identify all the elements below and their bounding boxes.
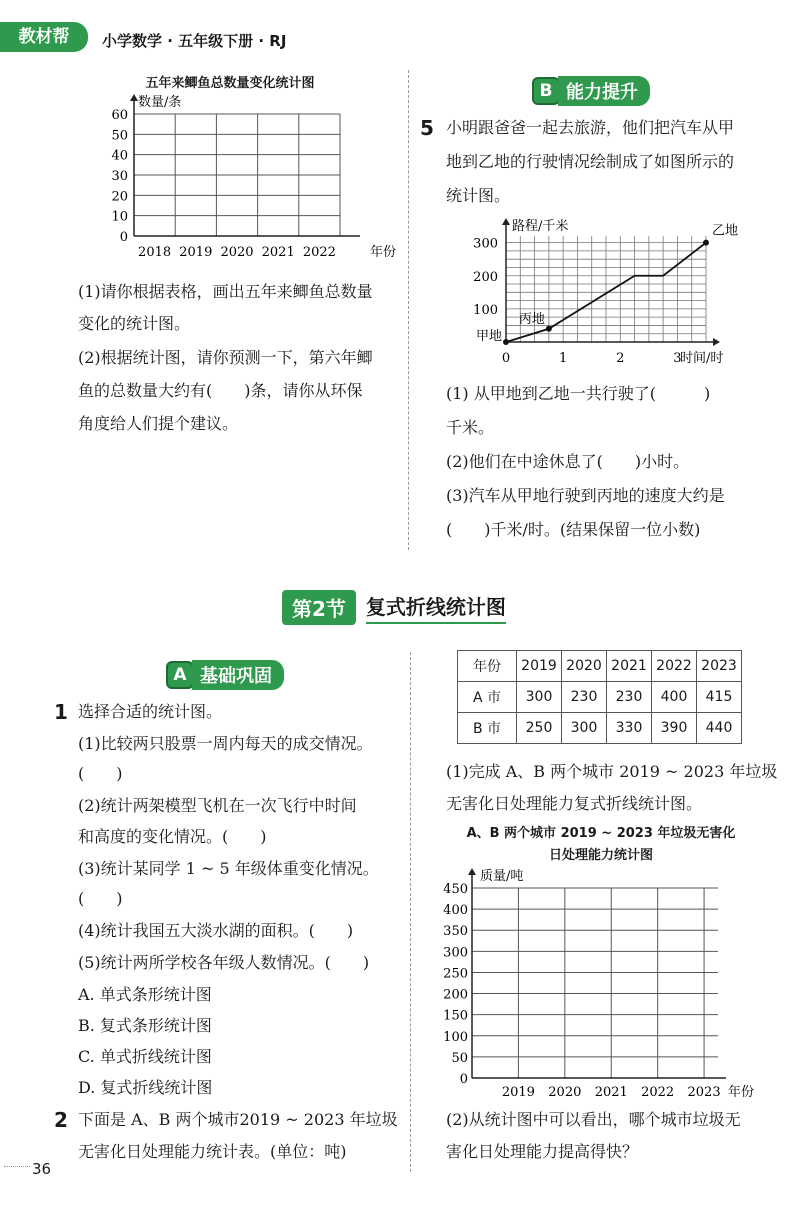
x-axis-label: 时间/时 — [680, 351, 724, 366]
y-tick-label: 50 — [111, 128, 128, 144]
q5-text-line2: 地到乙地的行驶情况绘制成了如图所示的 — [446, 152, 735, 171]
q2-sub1-line1: (1)完成 A、B 两个城市 2019 ~ 2023 年垃圾 — [446, 762, 778, 781]
fish-q2-line2: 鱼的总数量大约有( )条，请你从环保 — [78, 381, 363, 400]
data-point — [703, 240, 709, 246]
y-axis-arrow — [468, 868, 476, 875]
fish-q2-line1: (2)根据统计图，请你预测一下，第六年鲫 — [78, 348, 373, 367]
y-tick-label: 40 — [111, 148, 128, 164]
mid-label: 丙地 — [518, 311, 545, 327]
q5-sub2: (2)他们在中途休息了( )小时。 — [446, 452, 690, 471]
trip-chart — [460, 214, 760, 374]
x-axis-arrow — [713, 338, 720, 346]
x-tick-label: 2021 — [594, 1085, 628, 1100]
table-cell: 390 — [652, 713, 697, 744]
x-tick-label: 2023 — [687, 1085, 721, 1100]
table-header-cell: 2020 — [562, 651, 607, 682]
y-tick-label: 450 — [443, 882, 468, 897]
q1-line7: (4)统计我国五大淡水湖的面积。( ) — [78, 921, 354, 940]
y-tick-label: 200 — [473, 269, 498, 285]
table-cell: 440 — [697, 713, 742, 744]
brand-badge: 教材帮 — [0, 22, 88, 52]
question-5-number: 5 — [420, 116, 434, 140]
table-cell: 400 — [652, 682, 697, 713]
q1-option-d: D. 复式折线统计图 — [78, 1078, 213, 1097]
section-a-label: 基础巩固 — [192, 660, 284, 690]
y-tick-label: 150 — [443, 1008, 468, 1024]
q5-sub1-line2: 千米。 — [446, 418, 495, 437]
q1-title: 选择合适的统计图。 — [78, 702, 223, 721]
y-tick-label: 100 — [443, 1029, 468, 1045]
q2-line1: 下面是 A、B 两个城市2019 ~ 2023 年垃圾 — [78, 1110, 398, 1129]
q5-sub3-line2: ( )千米/时。(结果保留一位小数) — [446, 520, 701, 539]
q2-line2: 无害化日处理能力统计表。(单位：吨) — [78, 1142, 347, 1161]
column-divider-top — [408, 70, 409, 550]
q1-option-b: B. 复式条形统计图 — [78, 1016, 212, 1035]
q2-sub1-line2: 无害化日处理能力复式折线统计图。 — [446, 794, 703, 813]
table-cell: 230 — [562, 682, 607, 713]
end-label: 乙地 — [712, 223, 739, 239]
q1-line2: ( ) — [78, 764, 123, 783]
section-2-heading — [282, 590, 506, 625]
q1-line5: (3)统计某同学 1 ~ 5 年级体重变化情况。 — [78, 859, 379, 878]
x-tick-label: 2018 — [138, 245, 172, 260]
y-tick-label: 0 — [459, 1072, 468, 1087]
q5-text-line3: 统计图。 — [446, 186, 511, 205]
y-tick-label: 50 — [451, 1050, 468, 1066]
y-tick-label: 300 — [473, 236, 498, 252]
table-header-cell: 年份 — [458, 651, 517, 682]
y-tick-label: 100 — [473, 302, 498, 318]
q5-sub1-line1: (1) 从甲地到乙地一共行驶了( ) — [446, 384, 711, 403]
table-cell: 415 — [697, 682, 742, 713]
q1-line8: (5)统计两所学校各年级人数情况。( ) — [78, 953, 370, 972]
book-title: 小学数学 · 五年级下册 · RJ — [102, 32, 287, 50]
table-cell: 300 — [562, 713, 607, 744]
y-tick-label: 10 — [111, 209, 128, 225]
q1-line1: (1)比较两只股票一周内每天的成交情况。 — [78, 734, 373, 753]
y-tick-label: 300 — [443, 945, 468, 961]
y-axis-label: 质量/吨 — [480, 869, 524, 884]
x-tick-label: 2019 — [179, 245, 213, 260]
y-axis-arrow — [502, 218, 510, 225]
x-tick-label: 1 — [559, 351, 568, 366]
data-point — [503, 339, 509, 345]
fish-q1-line1: (1)请你根据表格，画出五年来鲫鱼总数量 — [78, 282, 373, 301]
table-header-row — [458, 651, 742, 682]
waste-chart-title-line1: A、B 两个城市 2019 ~ 2023 年垃圾无害化 — [466, 826, 736, 841]
y-tick-label: 250 — [443, 966, 468, 982]
fish-q1-line2: 变化的统计图。 — [78, 314, 191, 333]
waste-table — [457, 650, 742, 744]
table-cell: 250 — [517, 713, 562, 744]
y-tick-label: 200 — [443, 987, 468, 1003]
section-b-letter: B — [532, 77, 560, 105]
x-tick-label: 3 — [673, 351, 682, 366]
y-tick-label: 400 — [443, 903, 468, 919]
q2-sub2-line2: 害化日处理能力提高得快？ — [446, 1142, 639, 1161]
q1-option-a: A. 单式条形统计图 — [78, 985, 212, 1004]
start-label: 甲地 — [475, 329, 502, 344]
fish-q2-line3: 角度给人们提个建议。 — [78, 414, 239, 433]
question-2-number: 2 — [54, 1108, 68, 1132]
fish-chart — [100, 92, 397, 262]
table-cell: B 市 — [458, 713, 517, 744]
section-b-badge — [532, 76, 650, 106]
x-tick-label: 2 — [616, 351, 625, 366]
q5-sub3-line1: (3)汽车从甲地行驶到丙地的速度大约是 — [446, 486, 725, 505]
q1-option-c: C. 单式折线统计图 — [78, 1047, 212, 1066]
q1-line4: 和高度的变化情况。( ) — [78, 827, 267, 846]
table-cell: 330 — [607, 713, 652, 744]
q1-line6: ( ) — [78, 889, 123, 908]
y-tick-label: 60 — [111, 108, 128, 123]
column-divider-bottom — [410, 652, 411, 1172]
x-tick-label: 2020 — [220, 245, 254, 260]
x-tick-label: 2022 — [302, 245, 336, 260]
y-tick-label: 350 — [443, 924, 468, 940]
table-row — [458, 713, 742, 744]
y-tick-label: 0 — [119, 230, 128, 245]
x-tick-label: 2020 — [548, 1085, 582, 1100]
page-number-ornament — [4, 1166, 30, 1175]
x-tick-label: 2022 — [641, 1085, 675, 1100]
question-1-number: 1 — [54, 700, 68, 724]
table-cell: A 市 — [458, 682, 517, 713]
section-2-title: 复式折线统计图 — [366, 591, 506, 624]
q5-text-line1: 小明跟爸爸一起去旅游，他们把汽车从甲 — [446, 118, 735, 137]
x-axis-label: 年份 — [728, 1085, 755, 1100]
y-tick-label: 20 — [111, 189, 128, 205]
table-cell: 230 — [607, 682, 652, 713]
x-tick-label: 2021 — [261, 245, 295, 260]
section-b-label: 能力提升 — [558, 76, 650, 106]
table-row — [458, 682, 742, 713]
q2-sub2-line1: (2)从统计图中可以看出，哪个城市垃圾无 — [446, 1110, 741, 1129]
table-header-cell: 2022 — [652, 651, 697, 682]
y-axis-arrow — [130, 94, 138, 101]
table-cell: 300 — [517, 682, 562, 713]
y-axis-label: 路程/千米 — [512, 219, 569, 234]
table-header-cell: 2021 — [607, 651, 652, 682]
page-number: 36 — [32, 1160, 52, 1178]
data-point — [546, 326, 552, 332]
section-2-number: 第2节 — [282, 590, 356, 625]
table-header-cell: 2023 — [697, 651, 742, 682]
section-a-badge — [166, 660, 284, 690]
y-tick-label: 30 — [111, 169, 128, 184]
x-tick-label: 2019 — [501, 1085, 535, 1100]
y-axis-label: 数量/条 — [138, 95, 182, 110]
section-a-letter: A — [166, 661, 194, 689]
waste-chart-title-line2: 日处理能力统计图 — [548, 848, 653, 863]
x-tick-label: 0 — [501, 351, 511, 366]
q1-line3: (2)统计两架模型飞机在一次飞行中时间 — [78, 796, 357, 815]
waste-chart — [436, 864, 766, 1104]
table-header-cell: 2019 — [517, 651, 562, 682]
fish-chart-title: 五年来鲫鱼总数量变化统计图 — [145, 76, 315, 91]
x-axis-label: 年份 — [370, 245, 397, 260]
